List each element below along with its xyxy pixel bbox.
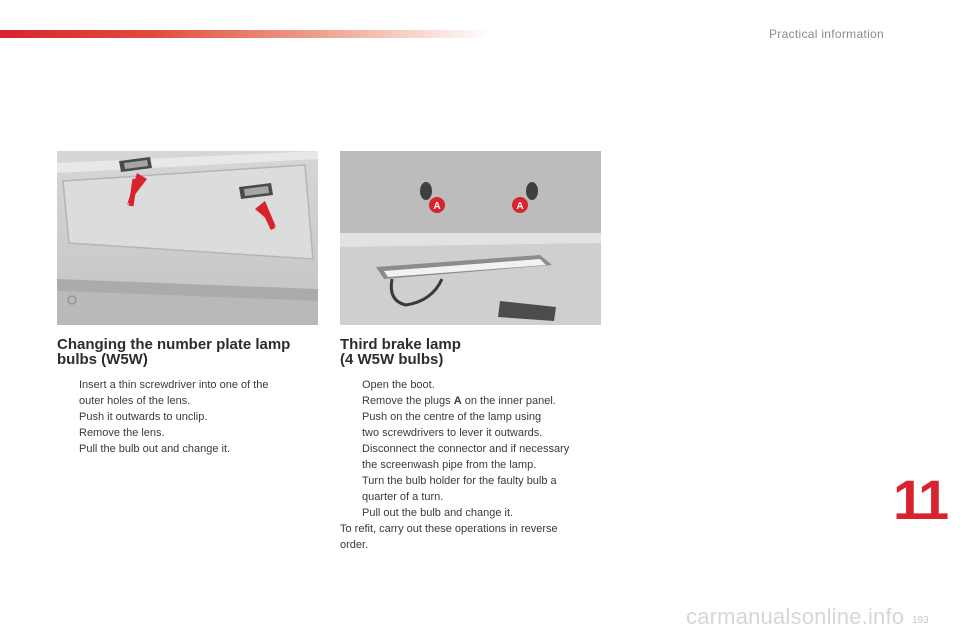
header-accent-bar xyxy=(0,30,490,38)
refit-note: To refit, carry out these operations in reverse order. xyxy=(340,523,558,551)
third-brake-lamp-figure xyxy=(340,151,601,325)
step-item: Disconnect the connector and if necessary the screenwash pipe from the lamp. xyxy=(362,443,570,471)
figure-label-a: A xyxy=(433,201,441,212)
step-item: Insert a thin screwdriver into one of the outer holes of the lens. xyxy=(79,379,269,407)
watermark: carmanualsonline.info xyxy=(686,604,905,629)
step-list xyxy=(57,377,319,457)
number-plate-lamp-figure xyxy=(57,151,318,325)
chapter-number: 11 xyxy=(893,468,947,531)
step-item: Push on the centre of the lamp using two screwdrivers to lever it outwards. xyxy=(362,411,543,439)
step-item: Remove the lens. xyxy=(79,427,165,439)
section-title: Third brake lamp (4 W5W bulbs) xyxy=(340,336,461,368)
number-plate-section xyxy=(57,337,319,457)
section-label: Practical information xyxy=(768,27,884,41)
section-title: Changing the number plate lamp bulbs (W5W) xyxy=(57,336,291,368)
figure-label-a: A xyxy=(516,201,524,212)
page-number: 193 xyxy=(912,615,929,626)
step-item: Pull the bulb out and change it. xyxy=(79,443,231,455)
plug-right xyxy=(526,182,538,200)
step-item: Turn the bulb holder for the faulty bulb a quarter of a turn. xyxy=(362,475,557,503)
third-brake-lamp-section xyxy=(340,337,602,564)
step-list xyxy=(340,377,602,521)
plug-left xyxy=(420,182,432,200)
step-item: Remove the plugs A on the inner panel. xyxy=(362,395,556,407)
step-item: Open the boot. xyxy=(362,379,435,391)
step-item: Push it outwards to unclip. xyxy=(79,411,208,423)
step-item: Pull out the bulb and change it. xyxy=(362,507,514,519)
